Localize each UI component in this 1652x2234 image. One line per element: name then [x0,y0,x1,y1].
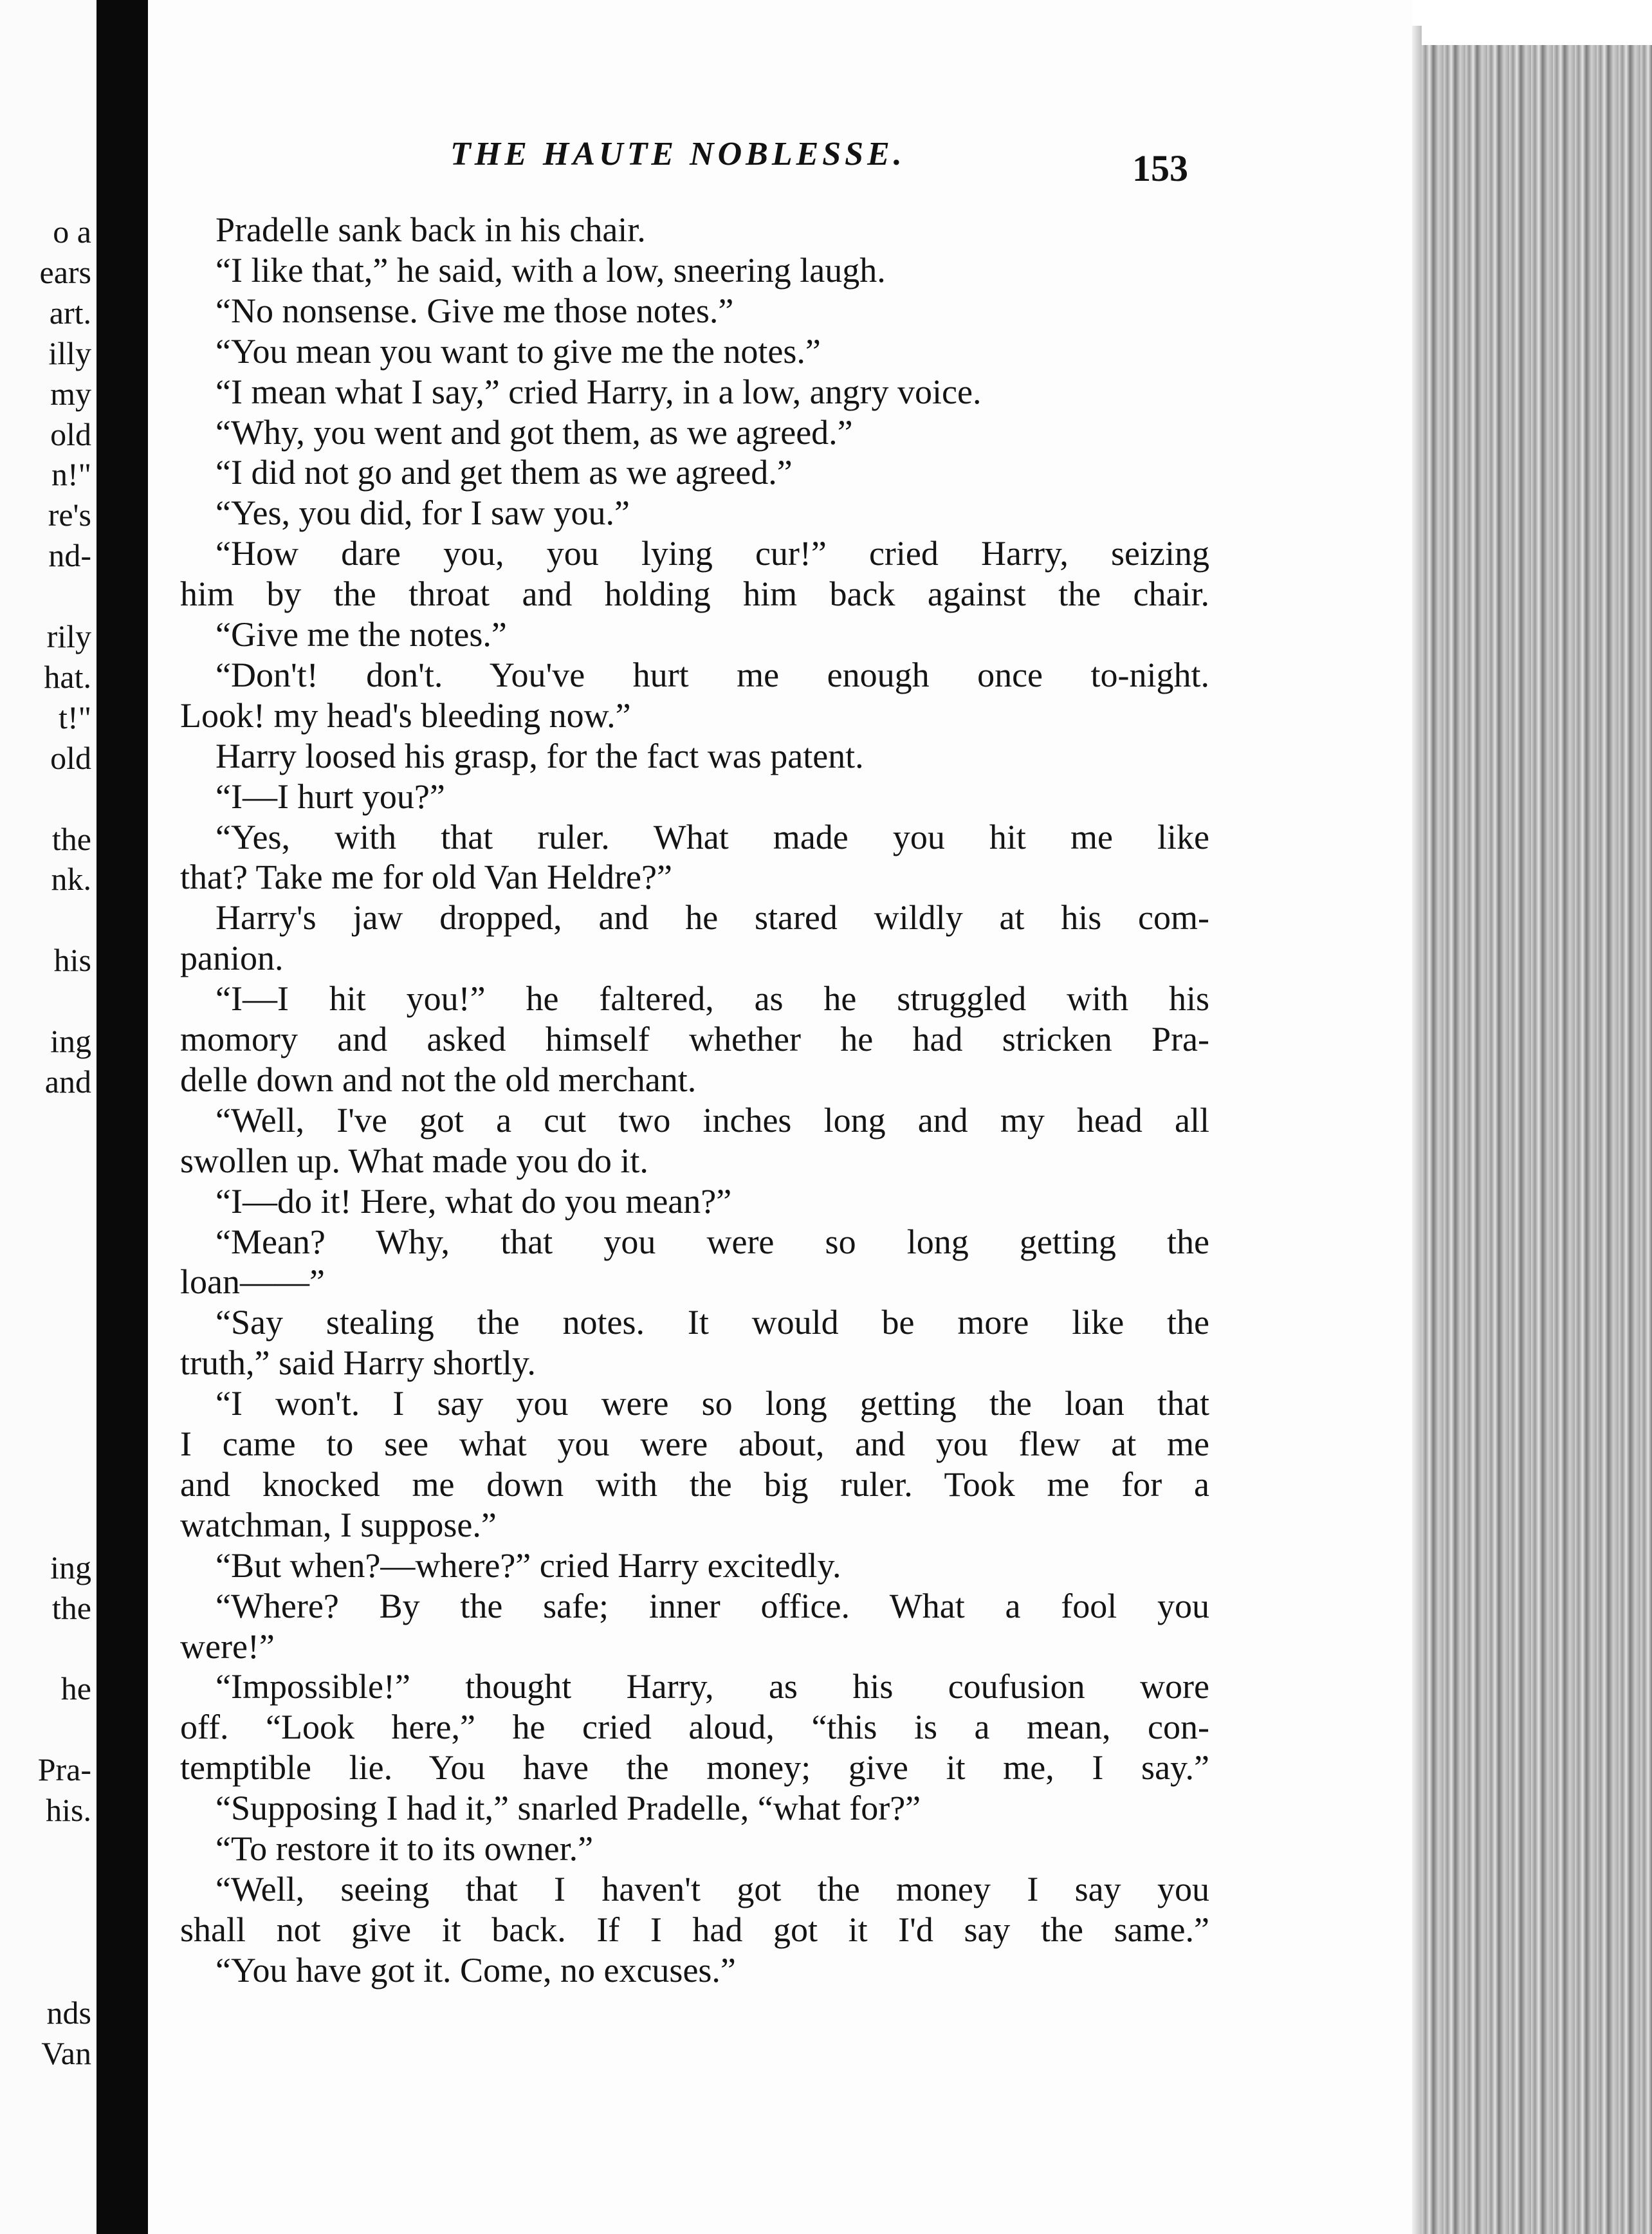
text-line: “No nonsense. Give me those notes.” [216,291,734,330]
page-number: 153 [1132,147,1188,189]
text-line: “How dare you, you lying cur!” cried Harry, seizing [216,534,1209,573]
text-line: “I mean what I say,” cried Harry, in a low, angry voice. [216,372,982,411]
text-line: “Mean? Why, that you were so long getting the [216,1222,1209,1261]
text-line: “I—I hit you!” he faltered, as he struggled with his [216,979,1209,1019]
previous-page-text-fragment: Pra- [37,1751,91,1788]
text-line: temptible lie. You have the money; give it me, I say.” [180,1748,1209,1787]
page-block-edges [1422,39,1652,2234]
previous-page-text-fragment: o a [53,214,91,250]
text-line: “Impossible!” thought Harry, as his coufusion wore [216,1667,1209,1706]
text-line: momory and asked himself whether he had stricken Pra- [180,1020,1209,1058]
previous-page-text-fragment: my [50,375,91,412]
text-line: “I—do it! Here, what do you mean?” [216,1181,732,1221]
text-line: Harry's jaw dropped, and he stared wildly at his com- [216,898,1209,937]
previous-page-text-fragment: ears [39,254,91,290]
previous-page-text-fragment: nd- [48,537,91,574]
previous-page-text-fragment: illy [48,335,91,371]
text-line: “Why, you went and got them, as we agreed.” [216,412,853,452]
text-line: “You have got it. Come, no excuses.” [216,1950,736,1989]
text-line: “Yes, with that ruler. What made you hit me like [216,817,1209,856]
previous-page-text-fragment: ing [50,1549,91,1585]
previous-page-text-fragment: Van [41,2035,91,2071]
text-line: “I—I hurt you?” [216,777,445,816]
text-line: “To restore it to its owner.” [216,1829,594,1868]
text-line: him by the throat and holding him back against the chair. [180,575,1209,614]
text-line: “Supposing I had it,” snarled Pradelle, “what for?” [216,1789,921,1828]
book-gutter [96,0,148,2234]
previous-page-text-fragment: the [51,820,91,857]
text-line: swollen up. What made you do it. [180,1141,648,1180]
text-line: “I did not go and get them as we agreed.” [216,453,793,492]
text-line: shall not give it back. If I had got it I'd say the same.” [180,1910,1209,1949]
text-line: delle down and not the old merchant. [180,1060,697,1099]
previous-page-text-fragment: n!" [51,456,91,493]
previous-page-text-fragment: rily [46,618,91,654]
text-line: off. “Look here,” he cried aloud, “this is a mean, con- [180,1708,1209,1747]
text-line: loan——” [180,1262,325,1302]
text-line: Look! my head's bleeding now.” [180,696,631,735]
text-line: Pradelle sank back in his chair. [216,210,646,249]
previous-page-edge [0,0,96,2234]
previous-page-text-fragment: and [44,1063,91,1100]
text-line: truth,” said Harry shortly. [180,1343,536,1383]
previous-page-text-fragment: old [50,739,91,776]
previous-page-text-fragment: nds [46,1994,91,2031]
text-line: I came to see what you were about, and you flew at me [180,1425,1209,1463]
text-line: Harry loosed his grasp, for the fact was patent. [216,736,864,775]
previous-page-text-fragment: the [51,1589,91,1626]
text-line: “I won't. I say you were so long getting the loan that [216,1384,1209,1423]
text-line: panion. [180,939,284,978]
previous-page-text-fragment: t!" [59,699,91,735]
text-line: “I like that,” he said, with a low, sneering laugh. [216,250,886,290]
text-line: “Well, seeing that I haven't got the money I say you [216,1869,1209,1908]
text-line: that? Take me for old Van Heldre?” [180,858,672,897]
text-line: “Say stealing the notes. It would be more like the [216,1303,1209,1342]
page-edge-top [1422,0,1652,45]
text-line: “Give me the notes.” [216,615,507,654]
previous-page-text-fragment: nk. [51,861,91,898]
text-line: watchman, I suppose.” [180,1505,497,1544]
previous-page-text-fragment: ing [50,1023,91,1059]
text-line: “Where? By the safe; inner office. What a fool you [216,1586,1209,1625]
text-line: were!” [180,1627,275,1666]
previous-page-text-fragment: his [53,942,91,979]
previous-page-text-fragment: old [50,416,91,452]
previous-page-text-fragment: art. [49,294,91,331]
text-line: “Well, I've got a cut two inches long and my head all [216,1100,1209,1140]
previous-page-text-fragment: re's [48,497,91,533]
previous-page-text-fragment: he [60,1670,91,1707]
previous-page-text-fragment: hat. [44,658,91,695]
text-line: and knocked me down with the big ruler. Took me for a [180,1464,1209,1504]
text-line: “Don't! don't. You've hurt me enough once to-night. [216,655,1209,694]
book-page [148,0,1412,2234]
text-line: “Yes, you did, for I saw you.” [216,494,630,533]
running-head: THE HAUTE NOBLESSE. [450,136,906,172]
text-line: “You mean you want to give me the notes.” [216,331,821,371]
previous-page-text-fragment: his. [46,1792,91,1829]
text-line: “But when?—where?” cried Harry excitedly. [216,1546,841,1585]
